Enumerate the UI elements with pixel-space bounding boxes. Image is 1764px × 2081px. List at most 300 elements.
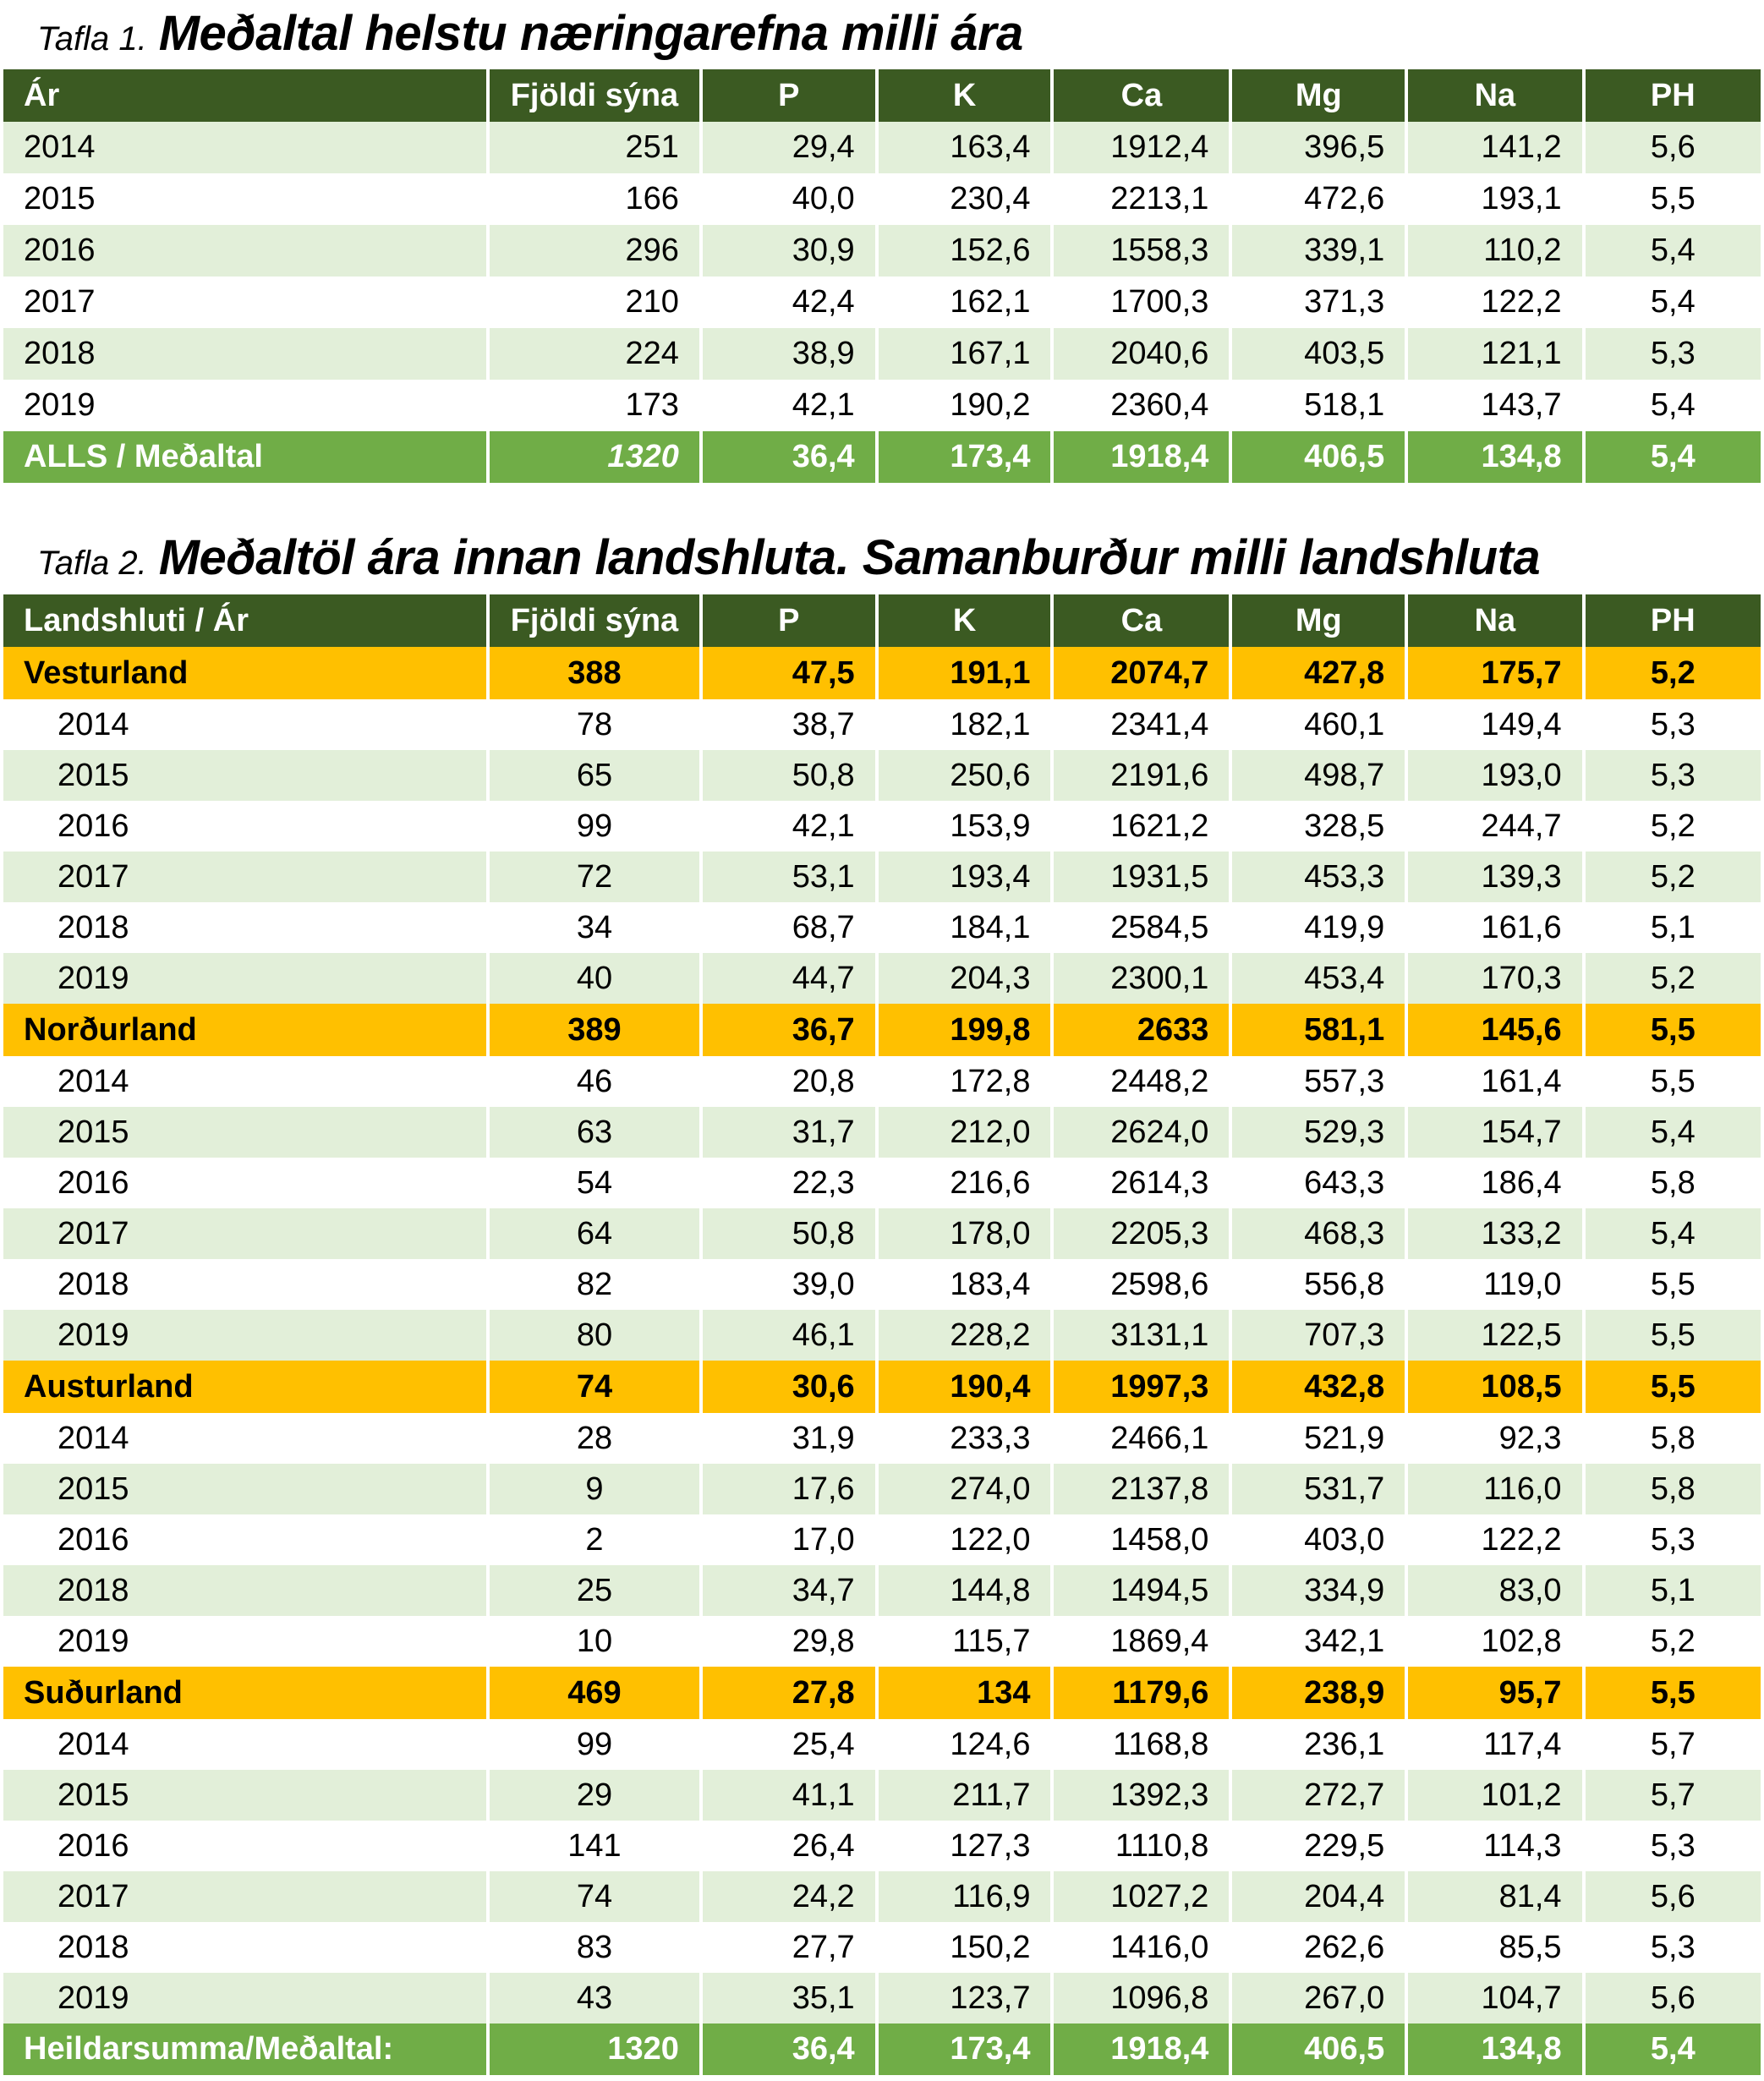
table-cell: 80	[488, 1310, 701, 1361]
table-cell: 2448,2	[1052, 1056, 1230, 1107]
table1-caption	[37, 5, 1023, 62]
total-cell: 406,5	[1230, 431, 1406, 483]
table-row	[3, 1821, 1761, 1871]
table-cell: 42,1	[701, 380, 877, 431]
region-cell: 47,5	[701, 647, 877, 699]
table-cell: 40,0	[701, 173, 877, 225]
table-cell: 64	[488, 1208, 701, 1259]
total-cell: 5,4	[1584, 2023, 1761, 2075]
table-cell: 123,7	[877, 1973, 1053, 2023]
table-cell: 34,7	[701, 1565, 877, 1616]
table-cell: 1096,8	[1052, 1973, 1230, 2023]
table-cell: 498,7	[1230, 750, 1406, 801]
table-cell: 296	[488, 225, 701, 277]
table-cell: 5,4	[1584, 1208, 1761, 1259]
table1-header-row	[3, 69, 1761, 122]
table-row	[3, 1770, 1761, 1821]
table-cell: 262,6	[1230, 1922, 1406, 1973]
table-cell: 2341,4	[1052, 699, 1230, 750]
table-cell: 101,2	[1406, 1770, 1583, 1821]
table-cell: 28	[488, 1413, 701, 1464]
table-cell: 2014	[3, 1413, 488, 1464]
total-cell: 134,8	[1406, 2023, 1583, 2075]
table-cell: 54	[488, 1158, 701, 1208]
region-summary-row	[3, 1361, 1761, 1413]
region-cell: 238,9	[1230, 1667, 1406, 1719]
total-cell: 1918,4	[1052, 2023, 1230, 2075]
table-cell: 1392,3	[1052, 1770, 1230, 1821]
table-cell: 153,9	[877, 801, 1053, 852]
table-cell: 233,3	[877, 1413, 1053, 1464]
table-cell: 5,4	[1584, 225, 1761, 277]
table-cell: 1110,8	[1052, 1821, 1230, 1871]
table2-caption-title: Meðaltöl ára innan landshluta. Samanburður milli landshluta	[158, 530, 1541, 585]
table-cell: 17,0	[701, 1514, 877, 1565]
table-cell: 31,7	[701, 1107, 877, 1158]
table-cell: 149,4	[1406, 699, 1583, 750]
table-cell: 170,3	[1406, 953, 1583, 1004]
table-cell: 161,4	[1406, 1056, 1583, 1107]
table-cell: 1558,3	[1052, 225, 1230, 277]
table2-total-row	[3, 2023, 1761, 2075]
table-cell: 1869,4	[1052, 1616, 1230, 1667]
table-cell: 184,1	[877, 902, 1053, 953]
table-cell: 2015	[3, 1770, 488, 1821]
column-header: Na	[1406, 594, 1583, 647]
region-cell: 1997,3	[1052, 1361, 1230, 1413]
table-cell: 81,4	[1406, 1871, 1583, 1922]
column-header: K	[877, 69, 1053, 122]
table-cell: 122,2	[1406, 1514, 1583, 1565]
table2-caption	[37, 529, 1540, 586]
table-cell: 5,5	[1584, 1259, 1761, 1310]
table-cell: 2213,1	[1052, 173, 1230, 225]
table-row	[3, 1413, 1761, 1464]
table-cell: 1168,8	[1052, 1719, 1230, 1770]
region-cell: Suðurland	[3, 1667, 488, 1719]
table-cell: 74	[488, 1871, 701, 1922]
table-cell: 2017	[3, 852, 488, 902]
region-cell: 5,5	[1584, 1667, 1761, 1719]
column-header: Ca	[1052, 69, 1230, 122]
column-header: Na	[1406, 69, 1583, 122]
table-cell: 65	[488, 750, 701, 801]
table-cell: 5,5	[1584, 173, 1761, 225]
table-row	[3, 1310, 1761, 1361]
table-cell: 5,5	[1584, 1056, 1761, 1107]
region-cell: 2074,7	[1052, 647, 1230, 699]
table-row	[3, 173, 1761, 225]
table-cell: 274,0	[877, 1464, 1053, 1514]
region-cell: 5,2	[1584, 647, 1761, 699]
total-cell: 406,5	[1230, 2023, 1406, 2075]
table-cell: 2014	[3, 1056, 488, 1107]
table-cell: 2137,8	[1052, 1464, 1230, 1514]
table-cell: 178,0	[877, 1208, 1053, 1259]
table-row	[3, 1259, 1761, 1310]
column-header: Fjöldi sýna	[488, 594, 701, 647]
region-cell: 432,8	[1230, 1361, 1406, 1413]
table-cell: 251	[488, 122, 701, 173]
total-cell: 1918,4	[1052, 431, 1230, 483]
table-cell: 2019	[3, 1616, 488, 1667]
table-row	[3, 1107, 1761, 1158]
total-cell: 36,4	[701, 2023, 877, 2075]
region-cell: 191,1	[877, 647, 1053, 699]
table-cell: 38,9	[701, 328, 877, 380]
table-cell: 193,4	[877, 852, 1053, 902]
region-summary-row	[3, 647, 1761, 699]
table-row	[3, 1973, 1761, 2023]
table-cell: 2019	[3, 380, 488, 431]
table-cell: 141,2	[1406, 122, 1583, 173]
total-cell: 1320	[488, 431, 701, 483]
table-cell: 521,9	[1230, 1413, 1406, 1464]
table-row	[3, 380, 1761, 431]
column-header: Landshluti / Ár	[3, 594, 488, 647]
table-cell: 144,8	[877, 1565, 1053, 1616]
table-cell: 167,1	[877, 328, 1053, 380]
table-cell: 122,0	[877, 1514, 1053, 1565]
table-cell: 83	[488, 1922, 701, 1973]
table-cell: 2016	[3, 1514, 488, 1565]
table-cell: 193,0	[1406, 750, 1583, 801]
table-cell: 244,7	[1406, 801, 1583, 852]
region-cell: Austurland	[3, 1361, 488, 1413]
table2-caption-prefix: Tafla 2.	[37, 545, 147, 582]
table-cell: 39,0	[701, 1259, 877, 1310]
table-cell: 85,5	[1406, 1922, 1583, 1973]
table-cell: 82	[488, 1259, 701, 1310]
table-cell: 124,6	[877, 1719, 1053, 1770]
table-cell: 468,3	[1230, 1208, 1406, 1259]
table-cell: 371,3	[1230, 277, 1406, 328]
table-row	[3, 1208, 1761, 1259]
column-header: Mg	[1230, 69, 1406, 122]
table-cell: 31,9	[701, 1413, 877, 1464]
table-cell: 2040,6	[1052, 328, 1230, 380]
table-cell: 5,5	[1584, 1310, 1761, 1361]
column-header: Fjöldi sýna	[488, 69, 701, 122]
table-cell: 707,3	[1230, 1310, 1406, 1361]
table-cell: 102,8	[1406, 1616, 1583, 1667]
table-cell: 2018	[3, 1565, 488, 1616]
region-cell: 199,8	[877, 1004, 1053, 1056]
table-row	[3, 1616, 1761, 1667]
table-cell: 2017	[3, 1871, 488, 1922]
table-cell: 460,1	[1230, 699, 1406, 750]
table-cell: 30,9	[701, 225, 877, 277]
table-row	[3, 1514, 1761, 1565]
table-cell: 5,3	[1584, 699, 1761, 750]
table-cell: 5,4	[1584, 1107, 1761, 1158]
table1-total-row	[3, 431, 1761, 483]
table-cell: 110,2	[1406, 225, 1583, 277]
region-cell: 389	[488, 1004, 701, 1056]
table-cell: 230,4	[877, 173, 1053, 225]
table-cell: 5,3	[1584, 1821, 1761, 1871]
table-cell: 2624,0	[1052, 1107, 1230, 1158]
column-header: Ár	[3, 69, 488, 122]
table-cell: 1494,5	[1052, 1565, 1230, 1616]
table-cell: 2015	[3, 750, 488, 801]
table-cell: 403,5	[1230, 328, 1406, 380]
column-header: P	[701, 69, 877, 122]
table-cell: 72	[488, 852, 701, 902]
table-cell: 2360,4	[1052, 380, 1230, 431]
table-cell: 2191,6	[1052, 750, 1230, 801]
table-cell: 2015	[3, 1464, 488, 1514]
region-cell: 2633	[1052, 1004, 1230, 1056]
table-cell: 114,3	[1406, 1821, 1583, 1871]
table-cell: 22,3	[701, 1158, 877, 1208]
table-cell: 53,1	[701, 852, 877, 902]
table-row	[3, 801, 1761, 852]
region-cell: 74	[488, 1361, 701, 1413]
table-cell: 210	[488, 277, 701, 328]
table-cell: 204,3	[877, 953, 1053, 1004]
total-cell: 173,4	[877, 431, 1053, 483]
table-cell: 2016	[3, 1821, 488, 1871]
table-cell: 643,3	[1230, 1158, 1406, 1208]
table-cell: 5,7	[1584, 1719, 1761, 1770]
region-cell: 469	[488, 1667, 701, 1719]
table-cell: 2466,1	[1052, 1413, 1230, 1464]
table-cell: 334,9	[1230, 1565, 1406, 1616]
table-cell: 272,7	[1230, 1770, 1406, 1821]
table-cell: 127,3	[877, 1821, 1053, 1871]
table-cell: 2018	[3, 902, 488, 953]
table-cell: 99	[488, 801, 701, 852]
total-cell: 134,8	[1406, 431, 1583, 483]
region-cell: 5,5	[1584, 1361, 1761, 1413]
table1-caption-prefix: Tafla 1.	[37, 20, 147, 58]
table-cell: 2018	[3, 1259, 488, 1310]
table-cell: 2014	[3, 699, 488, 750]
table-cell: 453,3	[1230, 852, 1406, 902]
table-cell: 193,1	[1406, 173, 1583, 225]
table-cell: 190,2	[877, 380, 1053, 431]
table-cell: 2014	[3, 1719, 488, 1770]
table-cell: 5,2	[1584, 801, 1761, 852]
table-cell: 42,1	[701, 801, 877, 852]
table1-nutrients-by-year	[3, 69, 1761, 483]
table-row	[3, 902, 1761, 953]
table-cell: 121,1	[1406, 328, 1583, 380]
table-cell: 46	[488, 1056, 701, 1107]
table-cell: 182,1	[877, 699, 1053, 750]
table-cell: 224	[488, 328, 701, 380]
table-cell: 3131,1	[1052, 1310, 1230, 1361]
table-cell: 50,8	[701, 750, 877, 801]
table-cell: 183,4	[877, 1259, 1053, 1310]
table-row	[3, 750, 1761, 801]
table-cell: 150,2	[877, 1922, 1053, 1973]
column-header: K	[877, 594, 1053, 647]
table-cell: 1458,0	[1052, 1514, 1230, 1565]
table-row	[3, 277, 1761, 328]
table-cell: 518,1	[1230, 380, 1406, 431]
table-cell: 1931,5	[1052, 852, 1230, 902]
total-cell: 5,4	[1584, 431, 1761, 483]
table-cell: 2018	[3, 328, 488, 380]
region-cell: 388	[488, 647, 701, 699]
table-cell: 2019	[3, 953, 488, 1004]
table-cell: 267,0	[1230, 1973, 1406, 2023]
table-cell: 204,4	[1230, 1871, 1406, 1922]
table-cell: 43	[488, 1973, 701, 2023]
table-cell: 216,6	[877, 1158, 1053, 1208]
region-cell: 134	[877, 1667, 1053, 1719]
table1-caption-title: Meðaltal helstu næringarefna milli ára	[158, 6, 1023, 61]
table-cell: 212,0	[877, 1107, 1053, 1158]
column-header: Mg	[1230, 594, 1406, 647]
region-cell: 145,6	[1406, 1004, 1583, 1056]
table-row	[3, 1464, 1761, 1514]
region-cell: Vesturland	[3, 647, 488, 699]
table-cell: 141	[488, 1821, 701, 1871]
table-cell: 211,7	[877, 1770, 1053, 1821]
table-cell: 5,3	[1584, 1514, 1761, 1565]
region-cell: 190,4	[877, 1361, 1053, 1413]
region-cell: 1179,6	[1052, 1667, 1230, 1719]
table-cell: 9	[488, 1464, 701, 1514]
table-cell: 453,4	[1230, 953, 1406, 1004]
table-cell: 5,4	[1584, 380, 1761, 431]
table-cell: 25	[488, 1565, 701, 1616]
table-cell: 143,7	[1406, 380, 1583, 431]
table-cell: 2016	[3, 801, 488, 852]
table-cell: 27,7	[701, 1922, 877, 1973]
table-cell: 117,4	[1406, 1719, 1583, 1770]
table-cell: 5,3	[1584, 750, 1761, 801]
region-cell: 5,5	[1584, 1004, 1761, 1056]
table-cell: 1621,2	[1052, 801, 1230, 852]
table-cell: 154,7	[1406, 1107, 1583, 1158]
table-cell: 152,6	[877, 225, 1053, 277]
table-cell: 17,6	[701, 1464, 877, 1514]
table-cell: 161,6	[1406, 902, 1583, 953]
table-row	[3, 953, 1761, 1004]
table-cell: 2300,1	[1052, 953, 1230, 1004]
region-summary-row	[3, 1667, 1761, 1719]
region-cell: 30,6	[701, 1361, 877, 1413]
table-cell: 68,7	[701, 902, 877, 953]
table-cell: 2015	[3, 1107, 488, 1158]
table-cell: 1912,4	[1052, 122, 1230, 173]
table-cell: 5,8	[1584, 1158, 1761, 1208]
table-cell: 2205,3	[1052, 1208, 1230, 1259]
table-cell: 529,3	[1230, 1107, 1406, 1158]
table-cell: 5,6	[1584, 122, 1761, 173]
table-cell: 50,8	[701, 1208, 877, 1259]
region-summary-row	[3, 1004, 1761, 1056]
total-cell: 1320	[488, 2023, 701, 2075]
table-cell: 1027,2	[1052, 1871, 1230, 1922]
table-cell: 403,0	[1230, 1514, 1406, 1565]
table-cell: 29,8	[701, 1616, 877, 1667]
table-cell: 2017	[3, 1208, 488, 1259]
table-cell: 5,7	[1584, 1770, 1761, 1821]
table-row	[3, 1719, 1761, 1770]
table-cell: 2019	[3, 1310, 488, 1361]
table-cell: 5,3	[1584, 1922, 1761, 1973]
table-cell: 41,1	[701, 1770, 877, 1821]
table-cell: 531,7	[1230, 1464, 1406, 1514]
table2-header-row	[3, 594, 1761, 647]
table-cell: 2016	[3, 1158, 488, 1208]
table-cell: 38,7	[701, 699, 877, 750]
table-cell: 228,2	[877, 1310, 1053, 1361]
region-cell: 95,7	[1406, 1667, 1583, 1719]
table-cell: 92,3	[1406, 1413, 1583, 1464]
table-cell: 2015	[3, 173, 488, 225]
table-cell: 40	[488, 953, 701, 1004]
table-cell: 122,2	[1406, 277, 1583, 328]
table-cell: 34	[488, 902, 701, 953]
table-cell: 5,2	[1584, 1616, 1761, 1667]
table-cell: 172,8	[877, 1056, 1053, 1107]
table-row	[3, 1565, 1761, 1616]
table-cell: 139,3	[1406, 852, 1583, 902]
table-cell: 250,6	[877, 750, 1053, 801]
table-cell: 35,1	[701, 1973, 877, 2023]
total-cell: 36,4	[701, 431, 877, 483]
table-cell: 119,0	[1406, 1259, 1583, 1310]
region-cell: Norðurland	[3, 1004, 488, 1056]
table-cell: 25,4	[701, 1719, 877, 1770]
table-cell: 1700,3	[1052, 277, 1230, 328]
table-row	[3, 122, 1761, 173]
table-cell: 339,1	[1230, 225, 1406, 277]
table-cell: 29,4	[701, 122, 877, 173]
table-cell: 10	[488, 1616, 701, 1667]
table-cell: 5,8	[1584, 1413, 1761, 1464]
table-cell: 2614,3	[1052, 1158, 1230, 1208]
table-cell: 116,0	[1406, 1464, 1583, 1514]
table-cell: 83,0	[1406, 1565, 1583, 1616]
table-cell: 116,9	[877, 1871, 1053, 1922]
table-cell: 556,8	[1230, 1259, 1406, 1310]
table-cell: 29	[488, 1770, 701, 1821]
table-row	[3, 328, 1761, 380]
table-cell: 5,3	[1584, 328, 1761, 380]
table-row	[3, 1056, 1761, 1107]
table-cell: 173	[488, 380, 701, 431]
table-row	[3, 1871, 1761, 1922]
region-cell: 36,7	[701, 1004, 877, 1056]
table-cell: 2018	[3, 1922, 488, 1973]
column-header: Ca	[1052, 594, 1230, 647]
table-cell: 104,7	[1406, 1973, 1583, 2023]
table-cell: 2014	[3, 122, 488, 173]
table-cell: 166	[488, 173, 701, 225]
table-cell: 2598,6	[1052, 1259, 1230, 1310]
table-cell: 419,9	[1230, 902, 1406, 953]
table-cell: 26,4	[701, 1821, 877, 1871]
table-cell: 2016	[3, 225, 488, 277]
region-cell: 27,8	[701, 1667, 877, 1719]
table-cell: 229,5	[1230, 1821, 1406, 1871]
table-cell: 5,2	[1584, 852, 1761, 902]
table-row	[3, 1158, 1761, 1208]
table2-nutrients-by-region	[3, 594, 1761, 2075]
table-cell: 99	[488, 1719, 701, 1770]
table-cell: 5,6	[1584, 1973, 1761, 2023]
table-cell: 2584,5	[1052, 902, 1230, 953]
table-cell: 472,6	[1230, 173, 1406, 225]
table-cell: 5,1	[1584, 1565, 1761, 1616]
